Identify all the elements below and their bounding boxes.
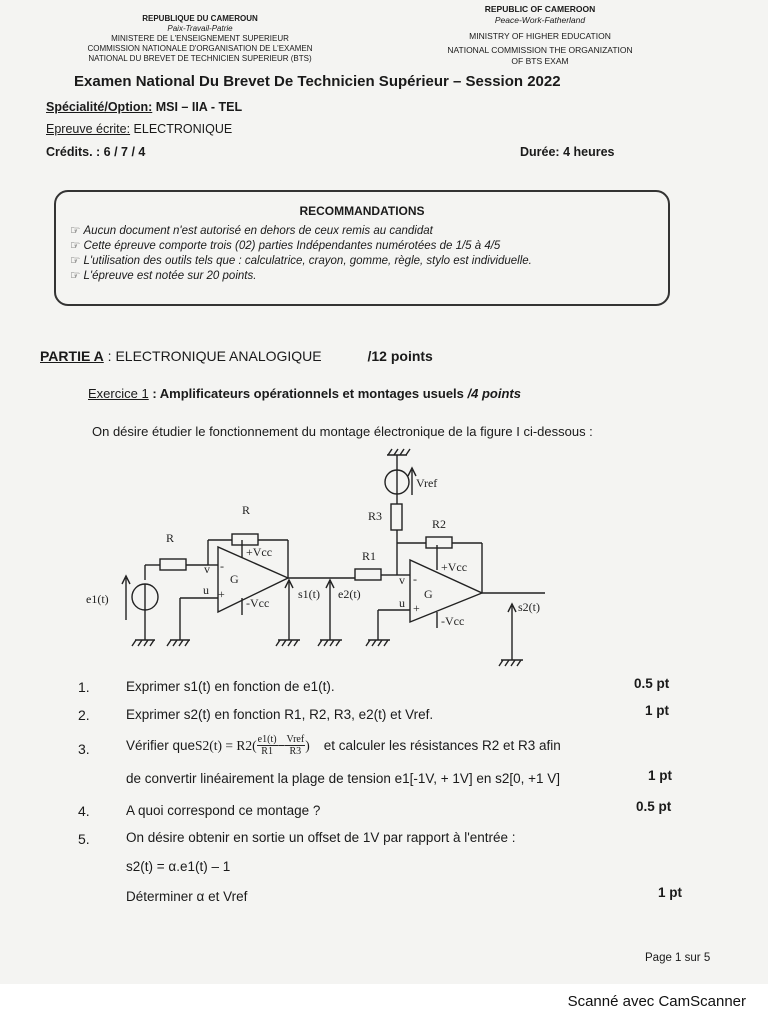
q3-formula-rhs: ) (305, 737, 310, 753)
epreuve (46, 122, 232, 136)
resistor-r1 (355, 569, 381, 580)
label-minus2: - (413, 572, 417, 586)
question-points: 1 pt (648, 768, 673, 783)
ministry-en: MINISTRY OF HIGHER EDUCATION (469, 31, 611, 41)
motto-fr: Paix-Travail-Patrie (167, 24, 233, 33)
question-text: Exprimer s2(t) en fonction R1, R2, R3, e2(t) et Vref. (126, 707, 434, 722)
label-plus2: + (413, 601, 420, 615)
duree: Durée: 4 heures (520, 145, 615, 159)
label-vcc-pos2: +Vcc (441, 560, 468, 574)
question-points: 1 pt (658, 885, 683, 900)
specialite (46, 100, 242, 114)
recommandation-item: ☞ L'épreuve est notée sur 20 points. (70, 269, 532, 284)
question-number: 1. (78, 679, 90, 695)
recommandations-box (54, 190, 670, 306)
question-points: 0.5 pt (634, 676, 670, 691)
commission-en-1: NATIONAL COMMISSION THE ORGANIZATION (447, 45, 633, 55)
q3-fraction-1 (257, 734, 278, 757)
recommandation-item: ☞ Aucun document n'est autorisé en dehors de ceux remis au candidat (70, 224, 532, 239)
question-text: On désire obtenir en sortie un offset de 1V par rapport à l'entrée : (126, 830, 516, 845)
exercice-heading (88, 386, 521, 401)
q3-text-a: Vérifier que (126, 738, 196, 753)
country-fr: REPUBLIQUE DU CAMEROUN (142, 14, 258, 23)
header-left (40, 14, 360, 64)
question-formula: s2(t) = α.e1(t) – 1 (126, 859, 231, 874)
resistor-r-feedback (232, 534, 258, 545)
ministry-fr: MINISTERE DE L'ENSEIGNEMENT SUPERIEUR (111, 34, 289, 43)
country-en: REPUBLIC OF CAMEROON (484, 4, 596, 14)
recommandation-item: ☞ L'utilisation des outils tels que : calculatrice, crayon, gomme, règle, stylo est individuelle. (70, 254, 532, 269)
label-plus1: + (218, 587, 225, 601)
question-points: 1 pt (645, 703, 670, 718)
q3-frac2-den: R3 (289, 746, 302, 757)
label-v2: v (399, 573, 405, 587)
partie-points: /12 points (367, 348, 433, 364)
label-e1: e1(t) (86, 592, 109, 606)
specialite-value: MSI – IIA - TEL (152, 100, 243, 114)
header-right (420, 4, 660, 67)
question-text-continued: Déterminer α et Vref (126, 889, 248, 904)
label-vcc-pos1: +Vcc (246, 545, 273, 559)
partie-title: : ELECTRONIQUE ANALOGIQUE (103, 348, 322, 364)
question-number: 4. (78, 803, 90, 819)
exam-title: Examen National Du Brevet De Technicien Supérieur – Session 2022 (74, 73, 561, 90)
q3-formula-lhs: S2(t) = R2( (195, 737, 257, 753)
commission-fr-2: NATIONAL DU BREVET DE TECHNICIEN SUPERIEUR (BTS) (88, 54, 312, 63)
recommandations-list (70, 224, 532, 284)
label-g1: G (230, 572, 239, 586)
page-footer: Page 1 sur 5 (645, 952, 711, 964)
label-v1: v (204, 562, 210, 576)
label-r3: R3 (368, 509, 383, 523)
watermark-bar (0, 984, 768, 1024)
intro-text: On désire étudier le fonctionnement du montage électronique de la figure I ci-dessous : (92, 424, 593, 439)
epreuve-label: Epreuve écrite: (46, 122, 131, 136)
resistor-r-in (160, 559, 186, 570)
exercice-title: : Amplificateurs opérationnels et montages usuels (148, 386, 464, 401)
commission-fr-1: COMMISSION NATIONALE D'ORGANISATION DE L'EXAMEN (87, 44, 313, 53)
specialite-label: Spécialité/Option: (46, 100, 153, 114)
partie-heading (40, 348, 433, 364)
label-s1: s1(t) (298, 587, 320, 601)
q3-text-b: et calculer les résistances R2 et R3 afin (323, 738, 561, 753)
question-number: 5. (78, 831, 90, 847)
exercice-points: /4 points (463, 386, 521, 401)
recommandation-item: ☞ Cette épreuve comporte trois (02) parties Indépendantes numérotées de 1/5 à 4/5 (70, 239, 532, 254)
label-u2: u (399, 596, 405, 610)
label-r1: R1 (362, 549, 377, 563)
question-points: 0.5 pt (636, 799, 672, 814)
exercice-label: Exercice 1 (88, 386, 149, 401)
label-e2: e2(t) (338, 587, 361, 601)
question-text (126, 734, 561, 757)
question-text: Exprimer s1(t) en fonction de e1(t). (126, 679, 335, 694)
q3-frac1-num: e1(t) (257, 734, 277, 745)
recommandations-title: RECOMMANDATIONS (299, 204, 425, 218)
label-s2: s2(t) (518, 600, 540, 614)
commission-en-2: OF BTS EXAM (511, 56, 569, 66)
resistor-r2 (426, 537, 452, 548)
label-vref: Vref (416, 476, 438, 490)
epreuve-value: ELECTRONIQUE (130, 122, 233, 136)
label-g2: G (424, 587, 433, 601)
circuit-diagram (80, 446, 580, 676)
label-vcc-neg1: -Vcc (246, 596, 270, 610)
partie-label: PARTIE A (40, 348, 104, 364)
question-number: 2. (78, 707, 90, 723)
resistor-r3 (391, 504, 402, 530)
label-vcc-neg2: -Vcc (441, 614, 465, 628)
camscanner-watermark: Scanné avec CamScanner (567, 993, 746, 1010)
question-text: A quoi correspond ce montage ? (126, 803, 321, 818)
motto-en: Peace-Work-Fatherland (494, 15, 586, 25)
question-number: 3. (78, 741, 90, 757)
label-r-feedback: R (242, 503, 251, 517)
q3-frac2-num: Vref (286, 734, 305, 745)
q3-frac1-den: R1 (261, 746, 273, 757)
q3-fraction-2 (285, 734, 305, 757)
label-minus1: - (220, 559, 224, 573)
credits: Crédits. : 6 / 7 / 4 (46, 145, 146, 159)
label-u1: u (203, 583, 209, 597)
q3-formula-minus: − (277, 738, 286, 753)
label-r2: R2 (432, 517, 447, 531)
label-r-in: R (166, 531, 175, 545)
question-text-continued: de convertir linéairement la plage de tension e1[-1V, + 1V] en s2[0, +1 V] (126, 771, 561, 786)
